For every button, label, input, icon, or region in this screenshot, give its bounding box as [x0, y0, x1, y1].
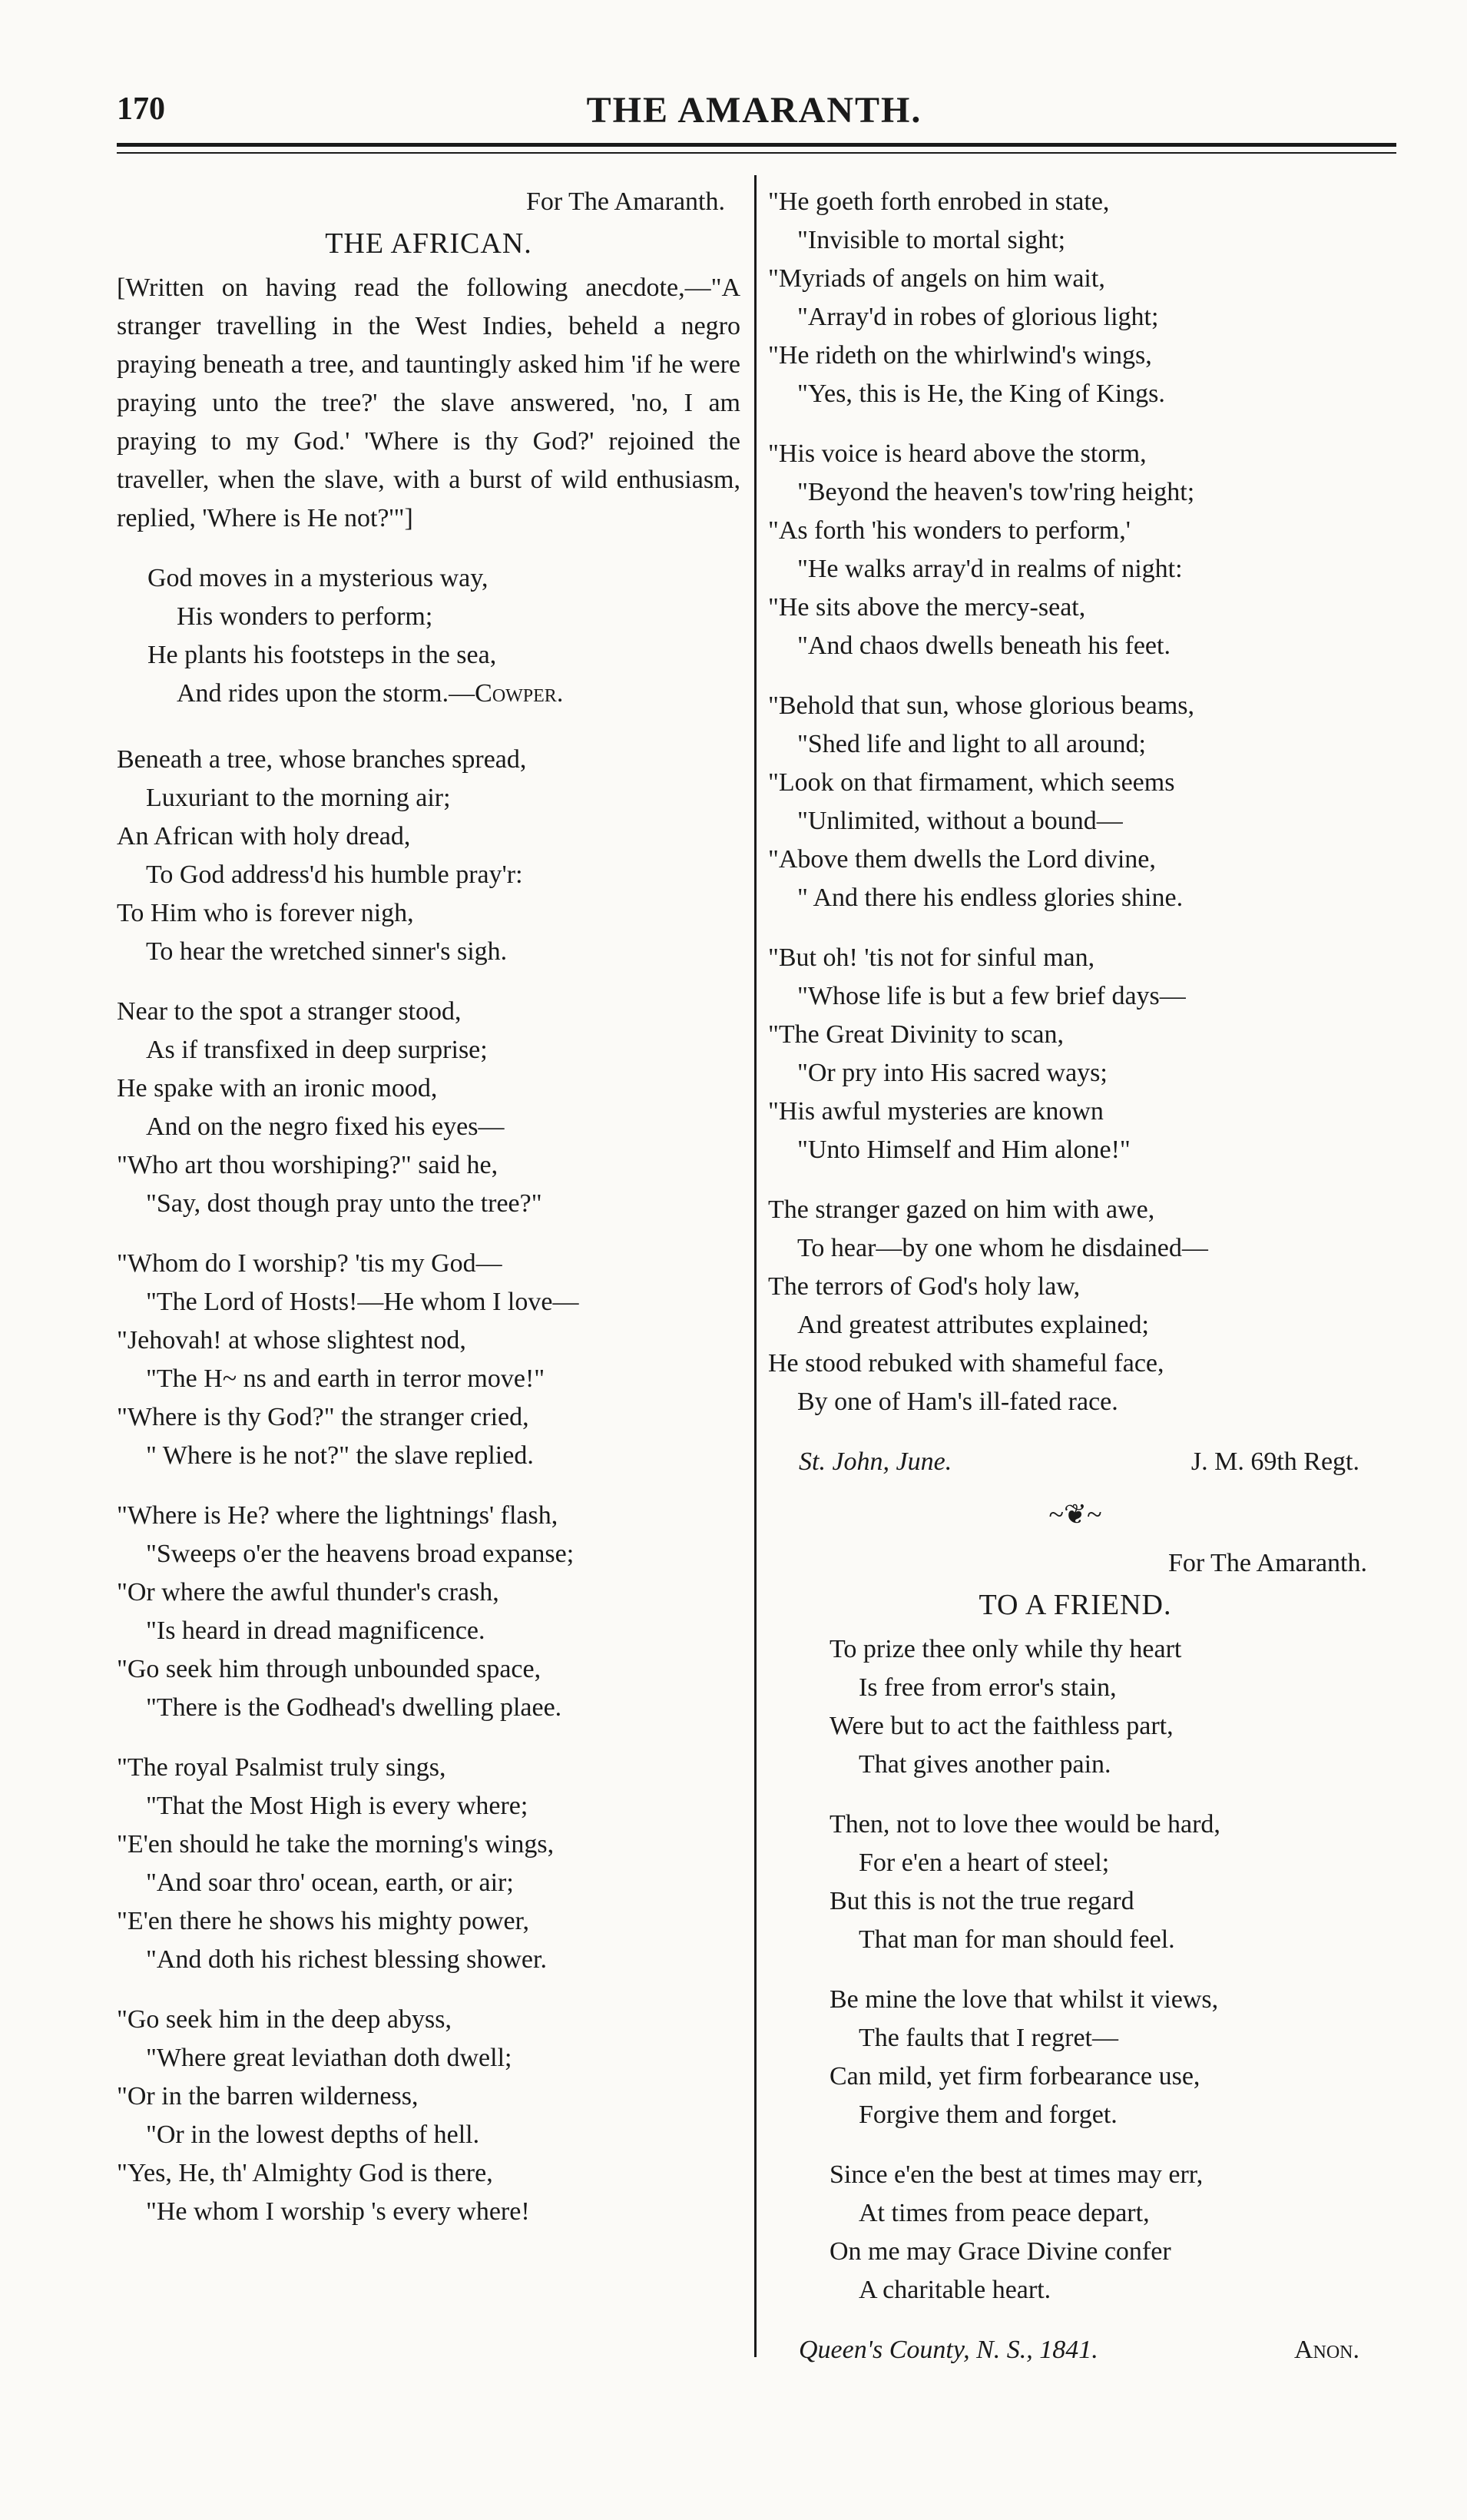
poem-line: As if transfixed in deep surprise;	[146, 1036, 488, 1064]
poem-line: That man for man should feel.	[859, 1925, 1175, 1954]
stanza	[768, 435, 1383, 665]
poem-line: But this is not the true regard	[830, 1887, 1134, 1915]
poem-line: And greatest attributes explained;	[797, 1311, 1149, 1339]
poem-line: "Go seek him through unbounded space,	[117, 1655, 541, 1683]
section-ornament: ~❦~	[1048, 1499, 1102, 1530]
epigraph-author: Cowper.	[475, 679, 564, 708]
article-source: For The Amaranth.	[1167, 1549, 1367, 1577]
signature-row	[799, 1443, 1359, 1481]
poem-line: "Or pry into His sacred ways;	[797, 1059, 1108, 1087]
poem-line: To prize thee only while thy heart	[830, 1635, 1182, 1663]
poem-line: Then, not to love thee would be hard,	[830, 1810, 1220, 1839]
poem-line: To God address'd his humble pray'r:	[146, 860, 523, 889]
header-rule-thick	[117, 143, 1396, 147]
poem-line: And on the negro fixed his eyes—	[146, 1112, 505, 1141]
poem-line: The faults that I regret—	[859, 2024, 1118, 2052]
poem-line: "Or in the barren wilderness,	[117, 2082, 419, 2110]
poem-line: "That the Most High is every where;	[146, 1792, 528, 1820]
poem-line: A charitable heart.	[859, 2276, 1051, 2304]
poem-line: To hear the wretched sinner's sigh.	[146, 937, 508, 966]
poem-line: "He rideth on the whirlwind's wings,	[768, 341, 1152, 370]
place-date: Queen's County, N. S., 1841.	[799, 2336, 1098, 2364]
poem-line: Near to the spot a stranger stood,	[117, 997, 462, 1026]
poem-line: " Where is he not?" the slave replied.	[146, 1441, 534, 1470]
poem-line: "E'en should he take the morning's wings,	[117, 1830, 555, 1858]
article-intro: [Written on having read the following anecdote,—"A stranger travelling in the West Indies, beheld a negro praying beneath a tree, and tauntingly asked him 'if he were praying unto the tree?' the slave answered, 'no, I am praying to my God.' 'Where is thy God?' rejoined the traveller, when the slave, with a burst of wild enthusiasm, replied, 'Where is He not?'"]	[117, 274, 740, 532]
poem-line: "Where is He? where the lightnings' flash,	[117, 1501, 558, 1530]
epigraph-line	[147, 675, 740, 713]
article-title: TO A FRIEND.	[979, 1589, 1172, 1621]
poem-line: He spake with an ironic mood,	[117, 1074, 438, 1102]
poem-line: "The Great Divinity to scan,	[768, 1020, 1064, 1049]
poem-line: "Or in the lowest depths of hell.	[146, 2120, 480, 2149]
poem-line: "Jehovah! at whose slightest nod,	[117, 1326, 466, 1354]
poem-line: Since e'en the best at times may err,	[830, 2160, 1204, 2189]
poem-line: "His awful mysteries are known	[768, 1097, 1104, 1126]
page-header	[117, 91, 1392, 137]
author-signature: J. M. 69th Regt.	[1190, 1447, 1359, 1476]
poem-line: "Behold that sun, whose glorious beams,	[768, 691, 1194, 720]
poem-line: "And doth his richest blessing shower.	[146, 1945, 547, 1974]
poem-line: "Say, dost though pray unto the tree?"	[146, 1189, 542, 1218]
stanza	[117, 1497, 740, 1727]
poem-line: "There is the Godhead's dwelling plaee.	[146, 1693, 562, 1722]
stanza	[117, 993, 740, 1223]
poem-line: " And there his endless glories shine.	[797, 884, 1184, 912]
stanza	[830, 1981, 1383, 2134]
poem-line: "Unto Himself and Him alone!"	[797, 1136, 1131, 1164]
poem-line: Is free from error's stain,	[859, 1673, 1117, 1702]
poem-line: "He whom I worship 's every where!	[146, 2197, 530, 2226]
poem-line: Be mine the love that whilst it views,	[830, 1985, 1219, 2014]
poem-to-a-friend	[830, 1630, 1383, 2309]
poem-line: "Look on that firmament, which seems	[768, 768, 1175, 797]
header-rule-thin	[117, 152, 1396, 154]
stanza	[117, 1749, 740, 1979]
poem-line: Can mild, yet firm forbearance use,	[830, 2062, 1200, 2091]
epigraph-line: His wonders to perform;	[177, 602, 433, 631]
poem-line: "Myriads of angels on him wait,	[768, 264, 1105, 293]
epigraph	[147, 559, 740, 713]
poem-line: The terrors of God's holy law,	[768, 1272, 1081, 1301]
poem-line: At times from peace depart,	[859, 2199, 1150, 2227]
poem-line: "He goeth forth enrobed in state,	[768, 187, 1110, 216]
poem-right	[768, 183, 1383, 1421]
poem-line: "He sits above the mercy-seat,	[768, 593, 1086, 622]
poem-line: "Unlimited, without a bound—	[797, 807, 1123, 835]
poem-line: "Where great leviathan doth dwell;	[146, 2044, 512, 2072]
poem-line: "Who art thou worshiping?" said he,	[117, 1151, 498, 1179]
poem-line: On me may Grace Divine confer	[830, 2237, 1171, 2266]
poem-line: "Sweeps o'er the heavens broad expanse;	[146, 1540, 575, 1568]
poem-line: To hear—by one whom he disdained—	[797, 1234, 1208, 1262]
stanza	[117, 741, 740, 971]
article-title: THE AFRICAN.	[325, 227, 532, 260]
poem-line: "The H~ ns and earth in terror move!"	[146, 1364, 545, 1393]
left-column	[117, 183, 740, 2253]
poem-line: "Go seek him in the deep abyss,	[117, 2005, 452, 2034]
page-number: 170	[117, 91, 165, 127]
stanza	[768, 939, 1383, 1169]
poem-line: "And chaos dwells beneath his feet.	[797, 632, 1171, 660]
signature-row	[799, 2331, 1359, 2369]
stanza	[830, 1805, 1383, 1959]
stanza	[768, 183, 1383, 413]
poem-line: "And soar thro' ocean, earth, or air;	[146, 1868, 514, 1897]
poem-line: "Shed life and light to all around;	[797, 730, 1146, 758]
epigraph-line-text: And rides upon the storm.—	[177, 679, 475, 708]
poem-line: "E'en there he shows his mighty power,	[117, 1907, 530, 1935]
stanza	[768, 1191, 1383, 1421]
article-source: For The Amaranth.	[525, 187, 725, 216]
epigraph-line: He plants his footsteps in the sea,	[147, 641, 497, 669]
poem-line: "As forth 'his wonders to perform,'	[768, 516, 1131, 545]
poem-line: "Yes, He, th' Almighty God is there,	[117, 2159, 493, 2187]
poem-line: An African with holy dread,	[117, 822, 411, 850]
poem-left	[117, 741, 740, 2231]
epigraph-line: God moves in a mysterious way,	[147, 564, 488, 592]
poem-line: "Whose life is but a few brief days—	[797, 982, 1186, 1010]
poem-line: "Above them dwells the Lord divine,	[768, 845, 1156, 874]
poem-line: That gives another pain.	[859, 1750, 1111, 1779]
poem-line: The stranger gazed on him with awe,	[768, 1195, 1155, 1224]
poem-line: "His voice is heard above the storm,	[768, 439, 1147, 468]
poem-line: "Invisible to mortal sight;	[797, 226, 1066, 254]
poem-line: Were but to act the faithless part,	[830, 1712, 1174, 1740]
right-column	[768, 183, 1383, 2383]
poem-line: Luxuriant to the morning air;	[146, 784, 451, 812]
stanza	[768, 687, 1383, 917]
poem-line: "Yes, this is He, the King of Kings.	[797, 380, 1165, 408]
poem-line: "Or where the awful thunder's crash,	[117, 1578, 499, 1606]
stanza	[117, 1245, 740, 1475]
stanza	[830, 1630, 1383, 1784]
running-head: THE AMARANTH.	[586, 90, 922, 131]
poem-line: "He walks array'd in realms of night:	[797, 555, 1183, 583]
poem-line: Forgive them and forget.	[859, 2101, 1118, 2129]
poem-line: He stood rebuked with shameful face,	[768, 1349, 1164, 1378]
poem-line: "Where is thy God?" the stranger cried,	[117, 1403, 529, 1431]
poem-line: For e'en a heart of steel;	[859, 1849, 1110, 1877]
poem-line: Beneath a tree, whose branches spread,	[117, 745, 527, 774]
poem-line: "But oh! 'tis not for sinful man,	[768, 943, 1095, 972]
poem-line: "Array'd in robes of glorious light;	[797, 303, 1159, 331]
poem-line: By one of Ham's ill-fated race.	[797, 1388, 1118, 1416]
poem-line: "The Lord of Hosts!—He whom I love—	[146, 1288, 579, 1316]
author-signature: Anon.	[1293, 2336, 1359, 2364]
poem-line: "The royal Psalmist truly sings,	[117, 1753, 446, 1782]
stanza	[117, 2001, 740, 2231]
poem-line: "Is heard in dread magnificence.	[146, 1616, 485, 1645]
poem-line: "Beyond the heaven's tow'ring height;	[797, 478, 1195, 506]
column-divider	[754, 175, 757, 2357]
poem-line: To Him who is forever nigh,	[117, 899, 414, 927]
stanza	[830, 2156, 1383, 2309]
place-date: St. John, June.	[799, 1447, 952, 1476]
poem-line: "Whom do I worship? 'tis my God—	[117, 1249, 502, 1278]
